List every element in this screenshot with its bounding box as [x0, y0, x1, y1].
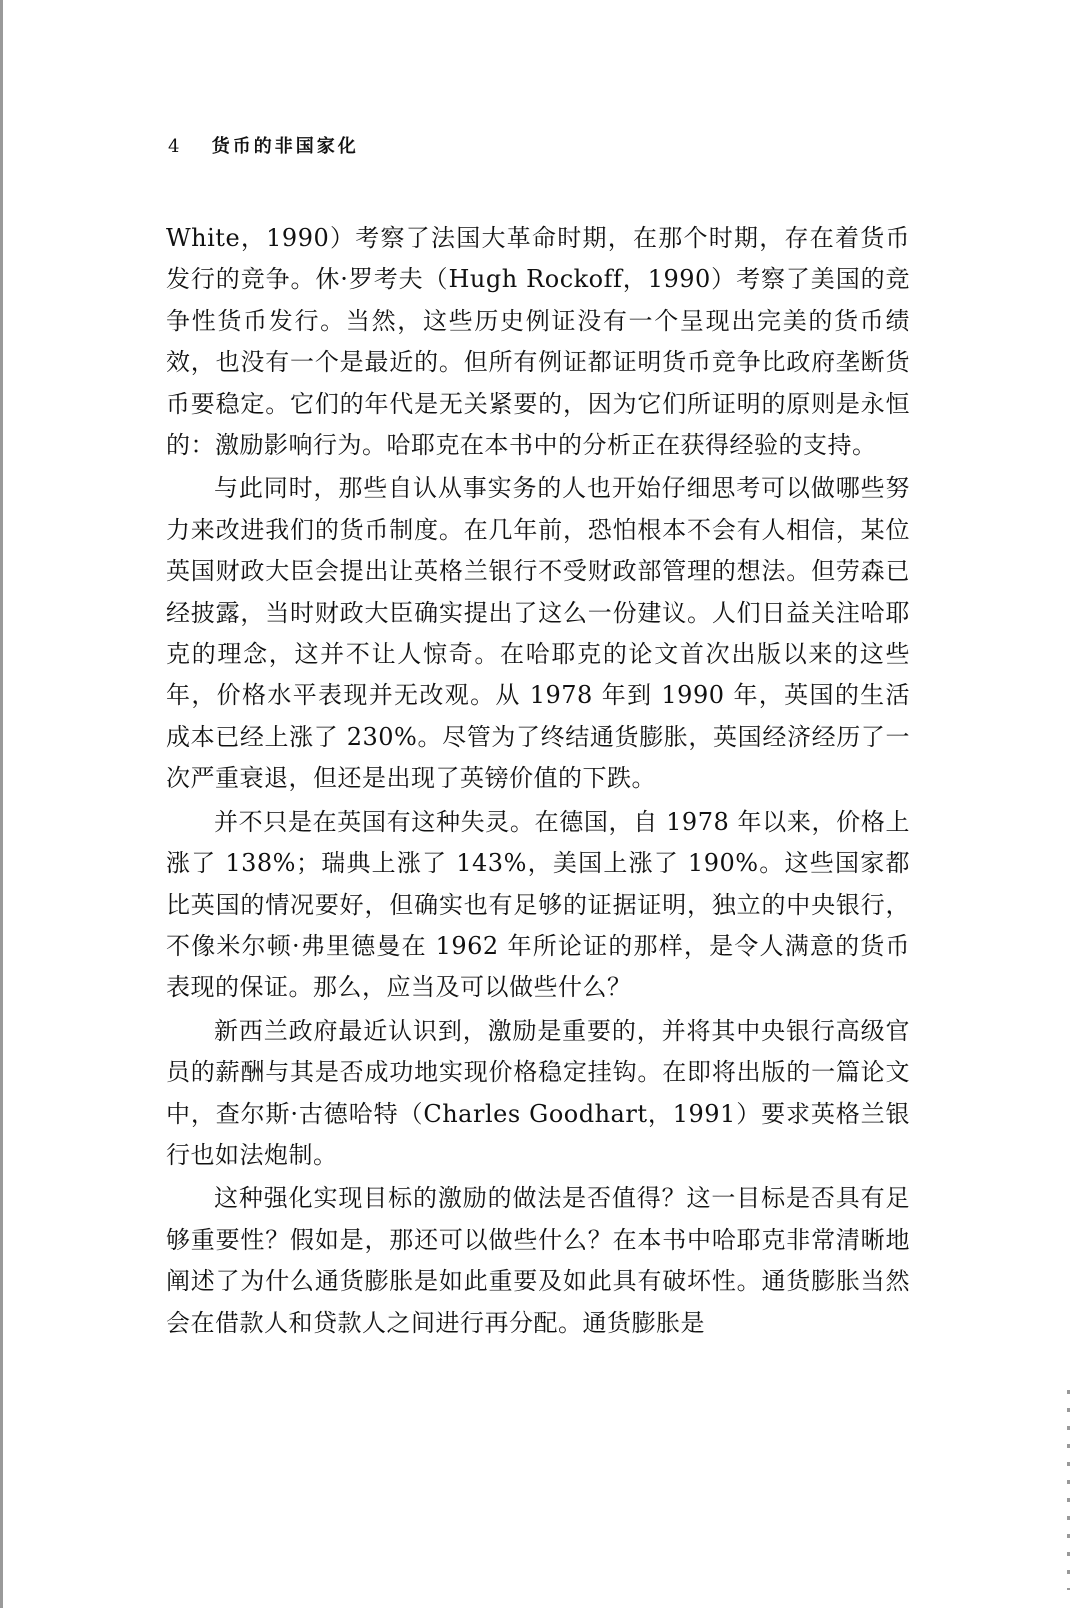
- book-title: 货币的非国家化: [211, 136, 359, 157]
- scan-left-edge: [0, 0, 3, 1608]
- paragraph-3: 并不只是在英国有这种失灵。在德国，自 1978 年以来，价格上涨了 138%；瑞典上涨了 143%，美国上涨了 190%。这些国家都比英国的情况要好，但确实也有足够的证据证明，独立的中央银行，不像米尔顿·弗里德曼在 1962 年所论证的那样，是令人满意的货币表现的保证。那么，应当及可以做些什么？: [166, 807, 910, 1002]
- page-number: 4: [168, 136, 180, 157]
- running-header: [168, 132, 359, 162]
- paragraph-2: 与此同时，那些自认从事实务的人也开始仔细思考可以做哪些努力来改进我们的货币制度。在几年前，恐怕根本不会有人相信，某位英国财政大臣会提出让英格兰银行不受财政部管理的想法。但劳森已经披露，当时财政大臣确实提出了这么一份建议。人们日益关注哈耶克的理念，这并不让人惊奇。在哈耶克的论文首次出版以来的这些年，价格水平表现并无改观。从 1978 年到 1990 年，英国的生活成本已经上涨了 230%。尽管为了终结通货膨胀，英国经济经历了一次严重衰退，但还是出现了英镑价值的下跌。: [166, 474, 910, 793]
- paragraph-4: 新西兰政府最近认识到，激励是重要的，并将其中央银行高级官员的薪酬与其是否成功地实现价格稳定挂钩。在即将出版的一篇论文中，查尔斯·古德哈特（Charles Goodhart，1991）要求英格兰银行也如法炮制。: [166, 1016, 910, 1169]
- paragraph-1: White，1990）考察了法国大革命时期，在那个时期，存在着货币发行的竞争。休·罗考夫（Hugh Rockoff，1990）考察了美国的竞争性货币发行。当然，这些历史例证没有一个呈现出完美的货币绩效，也没有一个是最近的。但所有例证都证明货币竞争比政府垄断货币要稳定。它们的年代是无关紧要的，因为它们所证明的原则是永恒的：激励影响行为。哈耶克在本书中的分析正在获得经验的支持。: [166, 224, 910, 460]
- paragraph-5: 这种强化实现目标的激励的做法是否值得？这一目标是否具有足够重要性？假如是，那还可以做些什么？在本书中哈耶克非常清晰地阐述了为什么通货膨胀是如此重要及如此具有破坏性。通货膨胀当然会在借款人和贷款人之间进行再分配。通货膨胀是: [166, 1184, 910, 1337]
- scan-right-edge-marks: [1067, 1390, 1070, 1590]
- body-text: [166, 218, 910, 1346]
